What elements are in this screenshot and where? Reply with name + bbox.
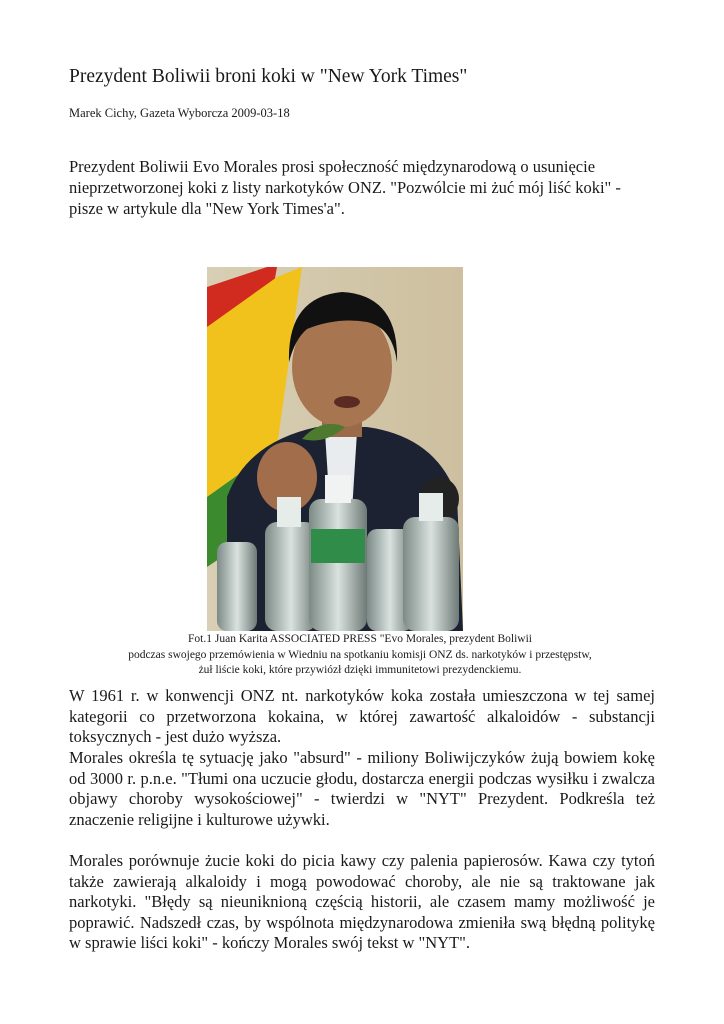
- article-byline: Marek Cichy, Gazeta Wyborcza 2009-03-18: [69, 106, 290, 120]
- paragraph: Morales porównuje żucie koki do picia kawy czy palenia papierosów. Kawa czy tytoń także zawierają alkaloidy i mogą powodować choroby, ale nie są traktowane jak narkotyki. "Błędy są nieuniknioną częścią historii, ale czasem mamy możliwość je poprawić. Nadszedł czas, by wspólnota międzynarodowa zmieniła swą błędną politykę w sprawie liści koki" - kończy Morales swój tekst w "NYT".: [69, 851, 655, 953]
- article-title: Prezydent Boliwii broni koki w "New York Times": [69, 66, 468, 87]
- photo-illustration: [207, 267, 463, 631]
- caption-line: Fot.1 Juan Karita ASSOCIATED PRESS "Evo Morales, prezydent Boliwii: [188, 633, 532, 645]
- article-photo: [207, 267, 463, 631]
- paragraph: W 1961 r. w konwencji ONZ nt. narkotyków koka została umieszczona w tej samej kategorii co przetworzona kokaina, w której zawartość alkaloidów - substancji toksycznych - jest dużo wyższa.: [69, 686, 655, 747]
- caption-line: podczas swojego przemówienia w Wiedniu na spotkaniu komisji ONZ ds. narkotyków i przestępstw,: [128, 648, 592, 661]
- paragraph: Morales określa tę sytuację jako "absurd" - miliony Boliwijczyków żują bowiem kokę od 3000 r. p.n.e. "Tłumi ona uczucie głodu, dostarcza energii podczas wysiłku i zwalcza objawy choroby wysokościowej" - twierdzi w "NYT" Prezydent. Podkreśla też znaczenie religijne i kulturowe używki.: [69, 748, 655, 829]
- caption-line: żuł liście koki, które przywiózł dzięki immunitetowi prezydenckiemu.: [198, 664, 522, 676]
- article-lead: Prezydent Boliwii Evo Morales prosi społeczność międzynarodową o usunięcie nieprzetworzonej koki z listy narkotyków ONZ. "Pozwólcie mi żuć mój liść koki" - pisze w artykule dla "New York Times'a".: [69, 157, 621, 218]
- photo-caption: [60, 632, 660, 679]
